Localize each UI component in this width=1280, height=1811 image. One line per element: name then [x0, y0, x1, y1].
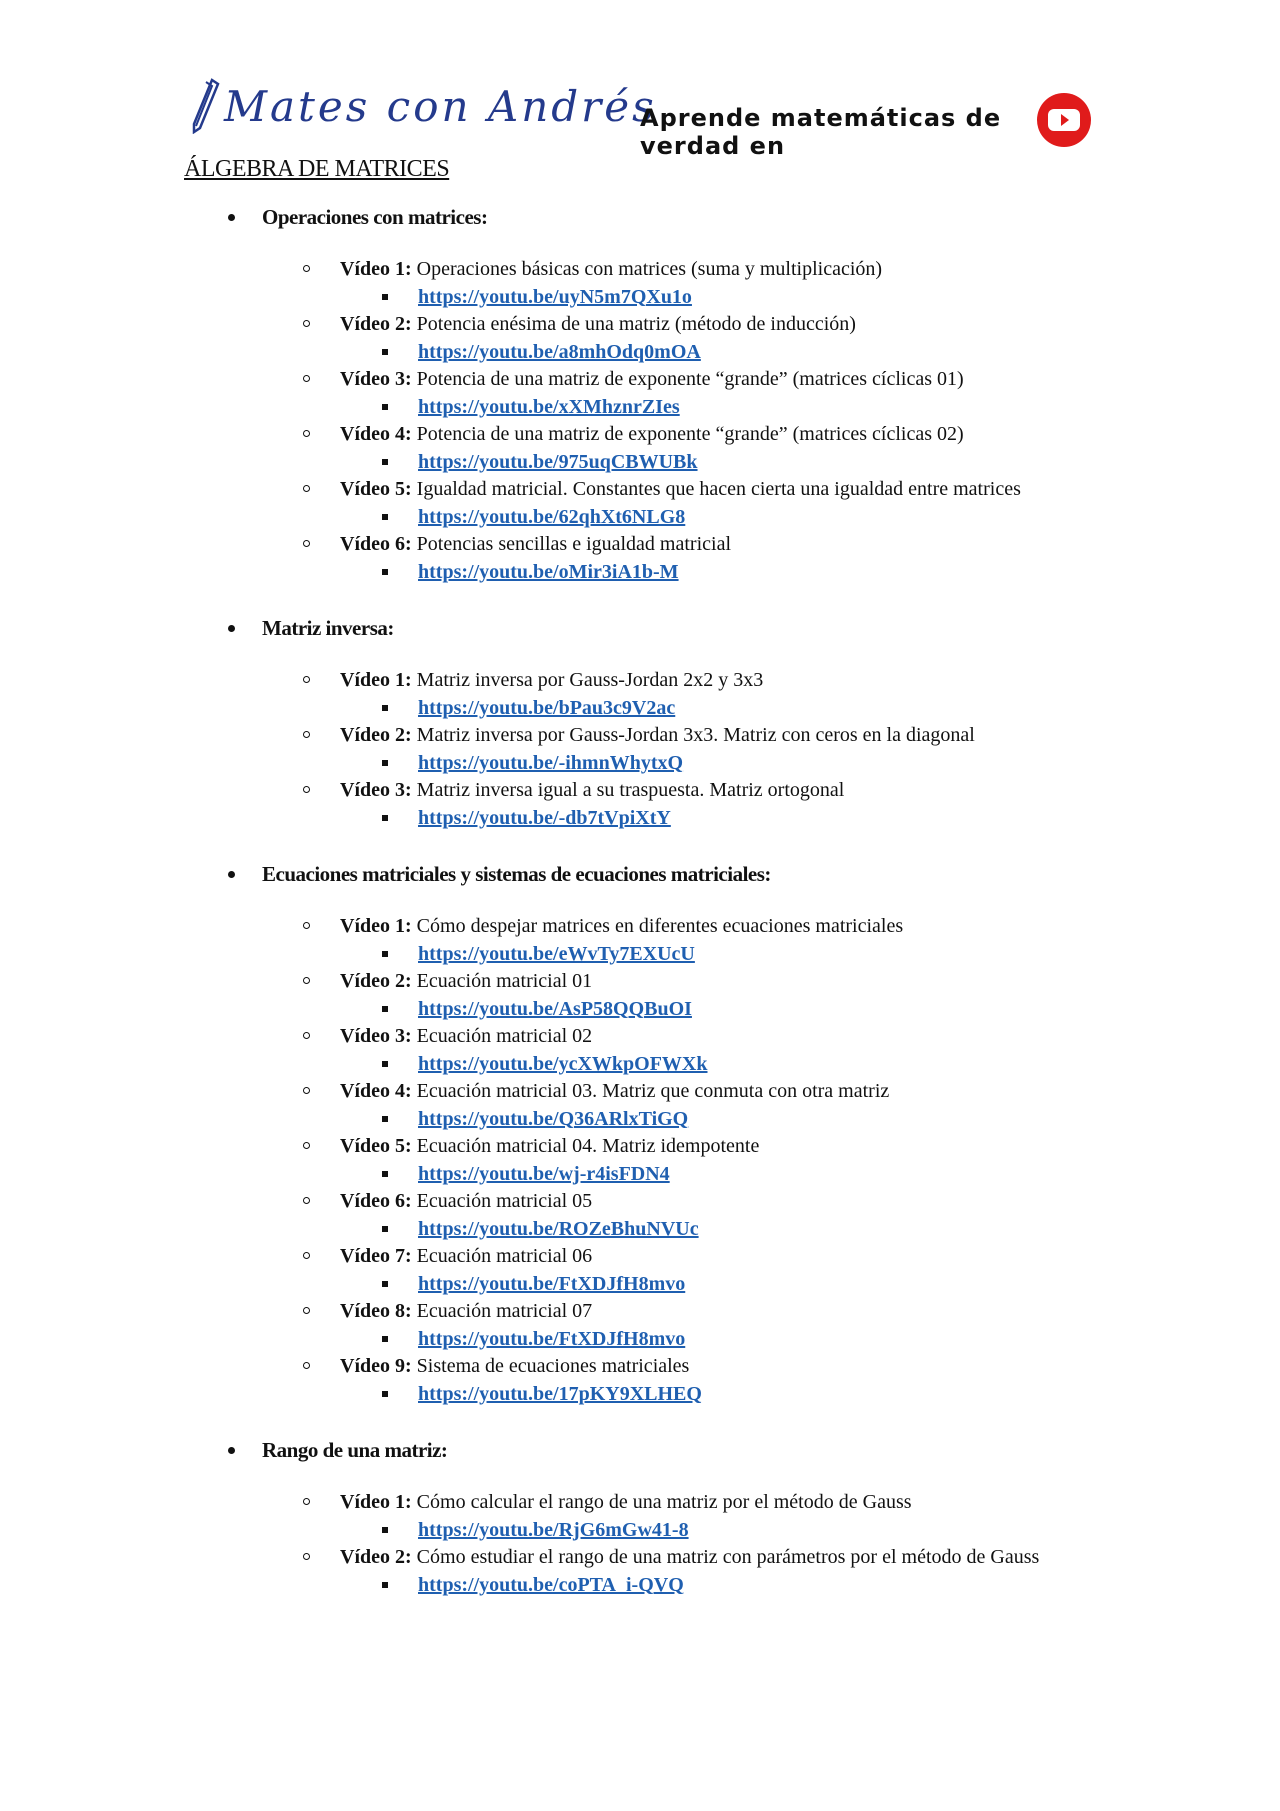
- video-label: Vídeo 2:: [340, 970, 412, 992]
- video-item: [0, 531, 1080, 559]
- circle-bullet-icon: [303, 1142, 310, 1149]
- video-label: Vídeo 1:: [340, 258, 412, 280]
- spacer: [0, 232, 1280, 256]
- video-description: Matriz inversa igual a su traspuesta. Matriz ortogonal: [416, 779, 845, 801]
- video-link-row: [0, 1161, 1280, 1189]
- video-label: Vídeo 5:: [340, 1135, 412, 1157]
- video-label: Vídeo 1:: [340, 669, 412, 691]
- spacer: [0, 586, 1280, 613]
- video-label: Vídeo 3:: [340, 779, 412, 801]
- video-item: [0, 1023, 1080, 1051]
- video-link[interactable]: https://youtu.be/-db7tVpiXtY: [418, 806, 671, 829]
- circle-bullet-icon: [303, 1032, 310, 1039]
- video-link-row: [0, 1517, 1280, 1545]
- circle-bullet-icon: [303, 430, 310, 437]
- bullet-icon: [228, 214, 235, 221]
- video-description: Ecuación matricial 04. Matriz idempotente: [416, 1135, 760, 1157]
- document-title: ÁLGEBRA DE MATRICES: [184, 156, 450, 182]
- section-heading-text: Matriz inversa:: [262, 616, 394, 640]
- video-link[interactable]: https://youtu.be/AsP58QQBuOI: [418, 997, 692, 1020]
- video-description: Potencia de una matriz de exponente “grande” (matrices cíclicas 01): [416, 368, 964, 390]
- video-description: Ecuación matricial 07: [416, 1300, 593, 1322]
- circle-bullet-icon: [303, 265, 310, 272]
- video-link[interactable]: https://youtu.be/975uqCBWUBk: [418, 450, 698, 473]
- section-heading-text: Operaciones con matrices:: [262, 205, 488, 229]
- square-bullet-icon: [382, 1171, 388, 1177]
- bullet-icon: [228, 625, 235, 632]
- video-label: Vídeo 3:: [340, 368, 412, 390]
- video-label: Vídeo 5:: [340, 478, 412, 500]
- video-item: [0, 1298, 1080, 1326]
- square-bullet-icon: [382, 349, 388, 355]
- circle-bullet-icon: [303, 485, 310, 492]
- video-label: Vídeo 2:: [340, 1546, 412, 1568]
- video-link[interactable]: https://youtu.be/uyN5m7QXu1o: [418, 285, 692, 308]
- video-link[interactable]: https://youtu.be/eWvTy7EXUcU: [418, 942, 695, 965]
- video-description: Operaciones básicas con matrices (suma y multiplicación): [416, 258, 883, 280]
- video-description: Ecuación matricial 01: [416, 970, 593, 992]
- section-heading: [0, 613, 1280, 643]
- circle-bullet-icon: [303, 1252, 310, 1259]
- circle-bullet-icon: [303, 1087, 310, 1094]
- video-link-row: [0, 1106, 1280, 1134]
- video-item: [0, 256, 1080, 284]
- video-link[interactable]: https://youtu.be/ROZeBhuNVUc: [418, 1217, 699, 1240]
- square-bullet-icon: [382, 1391, 388, 1397]
- video-item: [0, 476, 1080, 504]
- video-link-row: [0, 805, 1280, 833]
- video-item: [0, 1243, 1080, 1271]
- video-link-row: [0, 1051, 1280, 1079]
- video-link[interactable]: https://youtu.be/bPau3c9V2ac: [418, 696, 676, 719]
- bullet-icon: [228, 871, 235, 878]
- square-bullet-icon: [382, 760, 388, 766]
- page-header: [190, 78, 1090, 168]
- video-item: [0, 722, 1080, 750]
- video-label: Vídeo 4:: [340, 423, 412, 445]
- video-description: Potencias sencillas e igualdad matricial: [416, 533, 732, 555]
- square-bullet-icon: [382, 1006, 388, 1012]
- video-item: [0, 1544, 1080, 1572]
- video-link[interactable]: https://youtu.be/ycXWkpOFWXk: [418, 1052, 708, 1075]
- video-link[interactable]: https://youtu.be/FtXDJfH8mvo: [418, 1327, 686, 1350]
- video-description: Igualdad matricial. Constantes que hacen cierta una igualdad entre matrices: [416, 478, 1021, 500]
- video-link-row: [0, 559, 1280, 587]
- circle-bullet-icon: [303, 1197, 310, 1204]
- video-link-row: [0, 1381, 1280, 1409]
- video-link-row: [0, 1572, 1280, 1600]
- section-heading: [0, 859, 1280, 889]
- video-link-row: [0, 996, 1280, 1024]
- video-description: Cómo estudiar el rango de una matriz con parámetros por el método de Gauss: [416, 1546, 1040, 1568]
- video-label: Vídeo 3:: [340, 1025, 412, 1047]
- video-description: Ecuación matricial 06: [416, 1245, 593, 1267]
- video-description: Sistema de ecuaciones matriciales: [416, 1355, 690, 1377]
- video-link[interactable]: https://youtu.be/wj-r4isFDN4: [418, 1162, 670, 1185]
- video-description: Ecuación matricial 02: [416, 1025, 593, 1047]
- circle-bullet-icon: [303, 540, 310, 547]
- video-item: [0, 1489, 1080, 1517]
- video-item: [0, 1133, 1080, 1161]
- tagline: Aprende matemáticas de verdad en: [640, 104, 1002, 160]
- spacer: [0, 1408, 1280, 1435]
- video-description: Matriz inversa por Gauss-Jordan 2x2 y 3x3: [416, 669, 764, 691]
- video-item: [0, 1078, 1080, 1106]
- circle-bullet-icon: [303, 977, 310, 984]
- video-item: [0, 968, 1080, 996]
- square-bullet-icon: [382, 951, 388, 957]
- video-label: Vídeo 9:: [340, 1355, 412, 1377]
- video-link-row: [0, 394, 1280, 422]
- video-link[interactable]: https://youtu.be/RjG6mGw41-8: [418, 1518, 689, 1541]
- video-description: Ecuación matricial 05: [416, 1190, 593, 1212]
- section-heading-text: Ecuaciones matriciales y sistemas de ecuaciones matriciales:: [262, 862, 771, 886]
- section: [0, 859, 1280, 1435]
- video-link[interactable]: https://youtu.be/coPTA_i-QVQ: [418, 1573, 684, 1596]
- video-label: Vídeo 8:: [340, 1300, 412, 1322]
- video-item: [0, 1353, 1080, 1381]
- video-link-row: [0, 339, 1280, 367]
- logo-text: Mates con Andrés: [224, 81, 657, 131]
- spacer: [0, 643, 1280, 667]
- circle-bullet-icon: [303, 676, 310, 683]
- video-link[interactable]: https://youtu.be/17pKY9XLHEQ: [418, 1382, 702, 1405]
- video-item: [0, 913, 1080, 941]
- circle-bullet-icon: [303, 375, 310, 382]
- video-link[interactable]: https://youtu.be/Q36ARlxTiGQ: [418, 1107, 689, 1130]
- spacer: [0, 1465, 1280, 1489]
- pencil-icon: [190, 78, 220, 134]
- video-description: Potencia enésima de una matriz (método de inducción): [416, 313, 856, 335]
- square-bullet-icon: [382, 705, 388, 711]
- video-description: Potencia de una matriz de exponente “grande” (matrices cíclicas 02): [416, 423, 964, 445]
- circle-bullet-icon: [303, 1362, 310, 1369]
- spacer: [0, 832, 1280, 859]
- section-heading-text: Rango de una matriz:: [262, 1438, 448, 1462]
- video-item: [0, 421, 1080, 449]
- video-label: Vídeo 2:: [340, 724, 412, 746]
- video-description: Cómo despejar matrices en diferentes ecuaciones matriciales: [416, 915, 904, 937]
- circle-bullet-icon: [303, 1498, 310, 1505]
- video-label: Vídeo 2:: [340, 313, 412, 335]
- video-link-row: [0, 941, 1280, 969]
- video-label: Vídeo 4:: [340, 1080, 412, 1102]
- youtube-icon[interactable]: [1036, 92, 1092, 148]
- video-link-row: [0, 284, 1280, 312]
- video-link-row: [0, 504, 1280, 532]
- video-label: Vídeo 1:: [340, 1491, 412, 1513]
- video-item: [0, 777, 1080, 805]
- spacer: [0, 889, 1280, 913]
- video-link[interactable]: https://youtu.be/FtXDJfH8mvo: [418, 1272, 686, 1295]
- bullet-icon: [228, 1447, 235, 1454]
- video-link[interactable]: https://youtu.be/oMir3iA1b-M: [418, 560, 679, 583]
- section-heading: [0, 202, 1280, 232]
- video-link-row: [0, 1271, 1280, 1299]
- video-description: Matriz inversa por Gauss-Jordan 3x3. Matriz con ceros en la diagonal: [416, 724, 975, 746]
- square-bullet-icon: [382, 1336, 388, 1342]
- square-bullet-icon: [382, 815, 388, 821]
- video-label: Vídeo 7:: [340, 1245, 412, 1267]
- video-link[interactable]: https://youtu.be/a8mhOdq0mOA: [418, 340, 701, 363]
- video-link[interactable]: https://youtu.be/xXMhznrZIes: [418, 395, 680, 418]
- section: [0, 202, 1280, 613]
- circle-bullet-icon: [303, 320, 310, 327]
- circle-bullet-icon: [303, 786, 310, 793]
- video-list: [0, 202, 1280, 1599]
- video-link[interactable]: https://youtu.be/-ihmnWhytxQ: [418, 751, 684, 774]
- square-bullet-icon: [382, 459, 388, 465]
- video-link-row: [0, 1326, 1280, 1354]
- video-link-row: [0, 449, 1280, 477]
- section-heading: [0, 1435, 1280, 1465]
- square-bullet-icon: [382, 1116, 388, 1122]
- square-bullet-icon: [382, 1582, 388, 1588]
- square-bullet-icon: [382, 294, 388, 300]
- square-bullet-icon: [382, 1061, 388, 1067]
- square-bullet-icon: [382, 1281, 388, 1287]
- video-label: Vídeo 6:: [340, 1190, 412, 1212]
- video-label: Vídeo 1:: [340, 915, 412, 937]
- circle-bullet-icon: [303, 731, 310, 738]
- circle-bullet-icon: [303, 1307, 310, 1314]
- video-link-row: [0, 750, 1280, 778]
- video-link[interactable]: https://youtu.be/62qhXt6NLG8: [418, 505, 686, 528]
- circle-bullet-icon: [303, 922, 310, 929]
- video-description: Cómo calcular el rango de una matriz por el método de Gauss: [416, 1491, 912, 1513]
- logo: [190, 78, 657, 134]
- video-link-row: [0, 1216, 1280, 1244]
- square-bullet-icon: [382, 1527, 388, 1533]
- circle-bullet-icon: [303, 1553, 310, 1560]
- square-bullet-icon: [382, 514, 388, 520]
- video-item: [0, 1188, 1080, 1216]
- square-bullet-icon: [382, 569, 388, 575]
- section: [0, 613, 1280, 859]
- video-item: [0, 667, 1080, 695]
- video-item: [0, 311, 1080, 339]
- video-link-row: [0, 695, 1280, 723]
- square-bullet-icon: [382, 1226, 388, 1232]
- video-item: [0, 366, 1080, 394]
- video-description: Ecuación matricial 03. Matriz que conmuta con otra matriz: [416, 1080, 890, 1102]
- video-label: Vídeo 6:: [340, 533, 412, 555]
- square-bullet-icon: [382, 404, 388, 410]
- section: [0, 1435, 1280, 1599]
